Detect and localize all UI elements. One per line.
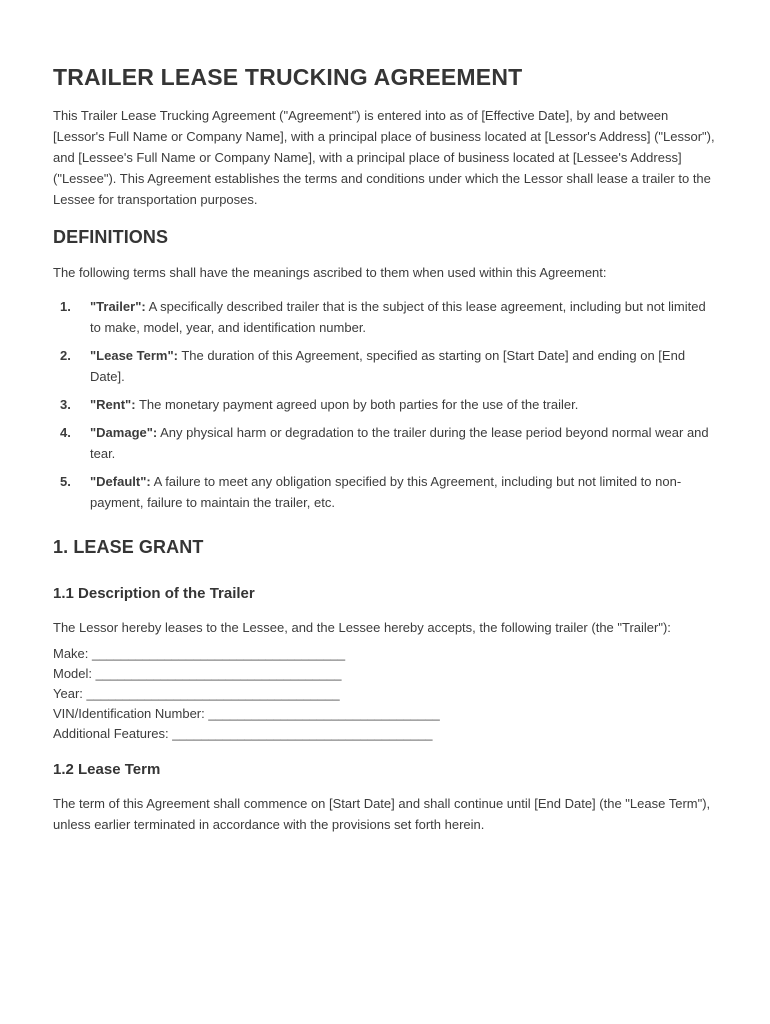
field-label: VIN/Identification Number: (53, 706, 205, 721)
definition-description: A specifically described trailer that is the subject of this lease agreement, including but not limited to make, model, year, and identification number. (90, 299, 706, 335)
field-row-vin (53, 704, 717, 724)
definition-number: 3. (60, 397, 71, 412)
section-1-1-heading: 1.1 Description of the Trailer (53, 585, 255, 602)
field-row-model (53, 664, 717, 684)
field-label: Model: (53, 666, 93, 681)
definition-text (90, 422, 717, 464)
definition-text (90, 394, 717, 415)
field-blank-line: __________________________________ (95, 666, 342, 681)
field-label: Additional Features: (53, 726, 169, 741)
field-label: Year: (53, 686, 83, 701)
document-title: TRAILER LEASE TRUCKING AGREEMENT (53, 64, 523, 90)
field-label: Make: (53, 646, 89, 661)
definition-number: 5. (60, 474, 71, 489)
definition-number: 1. (60, 299, 71, 314)
definition-number: 4. (60, 425, 71, 440)
field-blank-line: ________________________________ (208, 706, 440, 721)
definition-item (53, 345, 717, 387)
field-blank-line: ___________________________________ (86, 686, 340, 701)
lease-grant-heading: 1. LEASE GRANT (53, 537, 204, 557)
definition-item (53, 394, 717, 415)
definition-term: "Damage": (90, 425, 158, 440)
trailer-description-paragraph: The Lessor hereby leases to the Lessee, and the Lessee hereby accepts, the following trailer (the "Trailer"): (53, 620, 671, 635)
field-blank-line: ___________________________________ (92, 646, 346, 661)
definition-term: "Lease Term": (90, 348, 178, 363)
definition-number: 2. (60, 348, 71, 363)
definitions-lead: The following terms shall have the meanings ascribed to them when used within this Agreement: (53, 265, 607, 280)
definition-item (53, 422, 717, 464)
trailer-fields (53, 644, 717, 744)
definition-item (53, 471, 717, 513)
section-1-2-heading: 1.2 Lease Term (53, 761, 161, 778)
definition-text (90, 471, 717, 513)
definition-description: The monetary payment agreed upon by both parties for the use of the trailer. (138, 397, 579, 412)
field-blank-line: ____________________________________ (172, 726, 433, 741)
definition-text (90, 345, 717, 387)
field-row-year (53, 684, 717, 704)
definitions-list (53, 296, 717, 520)
definition-term: "Rent": (90, 397, 136, 412)
definition-item (53, 296, 717, 338)
definitions-heading: DEFINITIONS (53, 227, 169, 247)
definition-description: The duration of this Agreement, specified as starting on [Start Date] and ending on [End Date]. (90, 348, 686, 384)
definition-description: Any physical harm or degradation to the trailer during the lease period beyond normal wear and tear. (90, 425, 709, 461)
field-row-additional-features (53, 724, 717, 744)
definition-term: "Default": (90, 474, 151, 489)
intro-paragraph: This Trailer Lease Trucking Agreement ("Agreement") is entered into as of [Effective Date], by and between [Lessor's Full Name or Company Name], with a principal place of business located at [Lessor's Address] ("Lessor"), and [Lessee's Full Name or Company Name], with a principal place of business located at [Lessee's Address] ("Lessee"). This Agreement establishes the terms and conditions under which the Lessor shall lease a trailer to the Lessee for transportation purposes. (53, 108, 715, 207)
field-row-make (53, 644, 717, 664)
definition-description: A failure to meet any obligation specified by this Agreement, including but not limited to non-payment, failure to maintain the trailer, etc. (90, 474, 682, 510)
lease-term-paragraph: The term of this Agreement shall commence on [Start Date] and shall continue until [End Date] (the "Lease Term"), unless earlier terminated in accordance with the provisions set forth herein. (53, 796, 711, 832)
definition-text (90, 296, 717, 338)
definition-term: "Trailer": (90, 299, 146, 314)
